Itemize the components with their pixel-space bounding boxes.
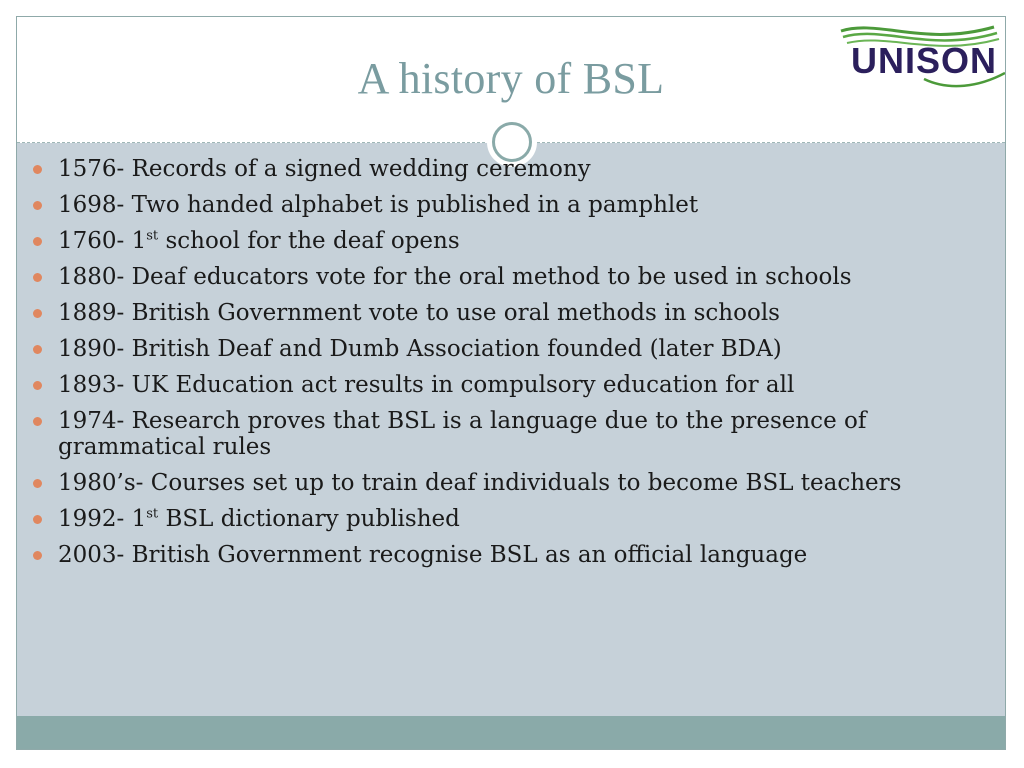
- bullet-dot-icon: [33, 551, 42, 560]
- bullet-item: 1992- 1st BSL dictionary published: [26, 506, 966, 532]
- bullet-dot-icon: [33, 201, 42, 210]
- bullet-item: 1893- UK Education act results in compulsory education for all: [26, 372, 966, 398]
- unison-logo: [829, 17, 1006, 89]
- bullet-item: 1880- Deaf educators vote for the oral method to be used in schools: [26, 264, 966, 290]
- logo-text: UNISON: [851, 40, 998, 81]
- bullet-dot-icon: [33, 479, 42, 488]
- bullet-dot-icon: [33, 515, 42, 524]
- bullet-dot-icon: [33, 345, 42, 354]
- bullet-item: 1889- British Government vote to use oral methods in schools: [26, 300, 966, 326]
- bullet-dot-icon: [33, 165, 42, 174]
- slide-title: A history of BSL: [357, 54, 665, 103]
- bullet-item: 1760- 1st school for the deaf opens: [26, 228, 966, 254]
- bullet-dot-icon: [33, 309, 42, 318]
- bullet-dot-icon: [33, 237, 42, 246]
- bullet-item: 2003- British Government recognise BSL as an official language: [26, 542, 966, 568]
- bullet-item: 1980’s- Courses set up to train deaf individuals to become BSL teachers: [26, 470, 966, 496]
- bullet-item: 1890- British Deaf and Dumb Association founded (later BDA): [26, 336, 966, 362]
- bullet-item: 1974- Research proves that BSL is a language due to the presence of grammatical rules: [26, 408, 966, 460]
- bullet-dot-icon: [33, 273, 42, 282]
- footer-band: [17, 716, 1005, 750]
- bullet-dot-icon: [33, 417, 42, 426]
- bullet-item: 1576- Records of a signed wedding ceremony: [26, 156, 966, 182]
- bullet-item: 1698- Two handed alphabet is published in a pamphlet: [26, 192, 966, 218]
- bullet-list: [26, 156, 966, 578]
- bullet-dot-icon: [33, 381, 42, 390]
